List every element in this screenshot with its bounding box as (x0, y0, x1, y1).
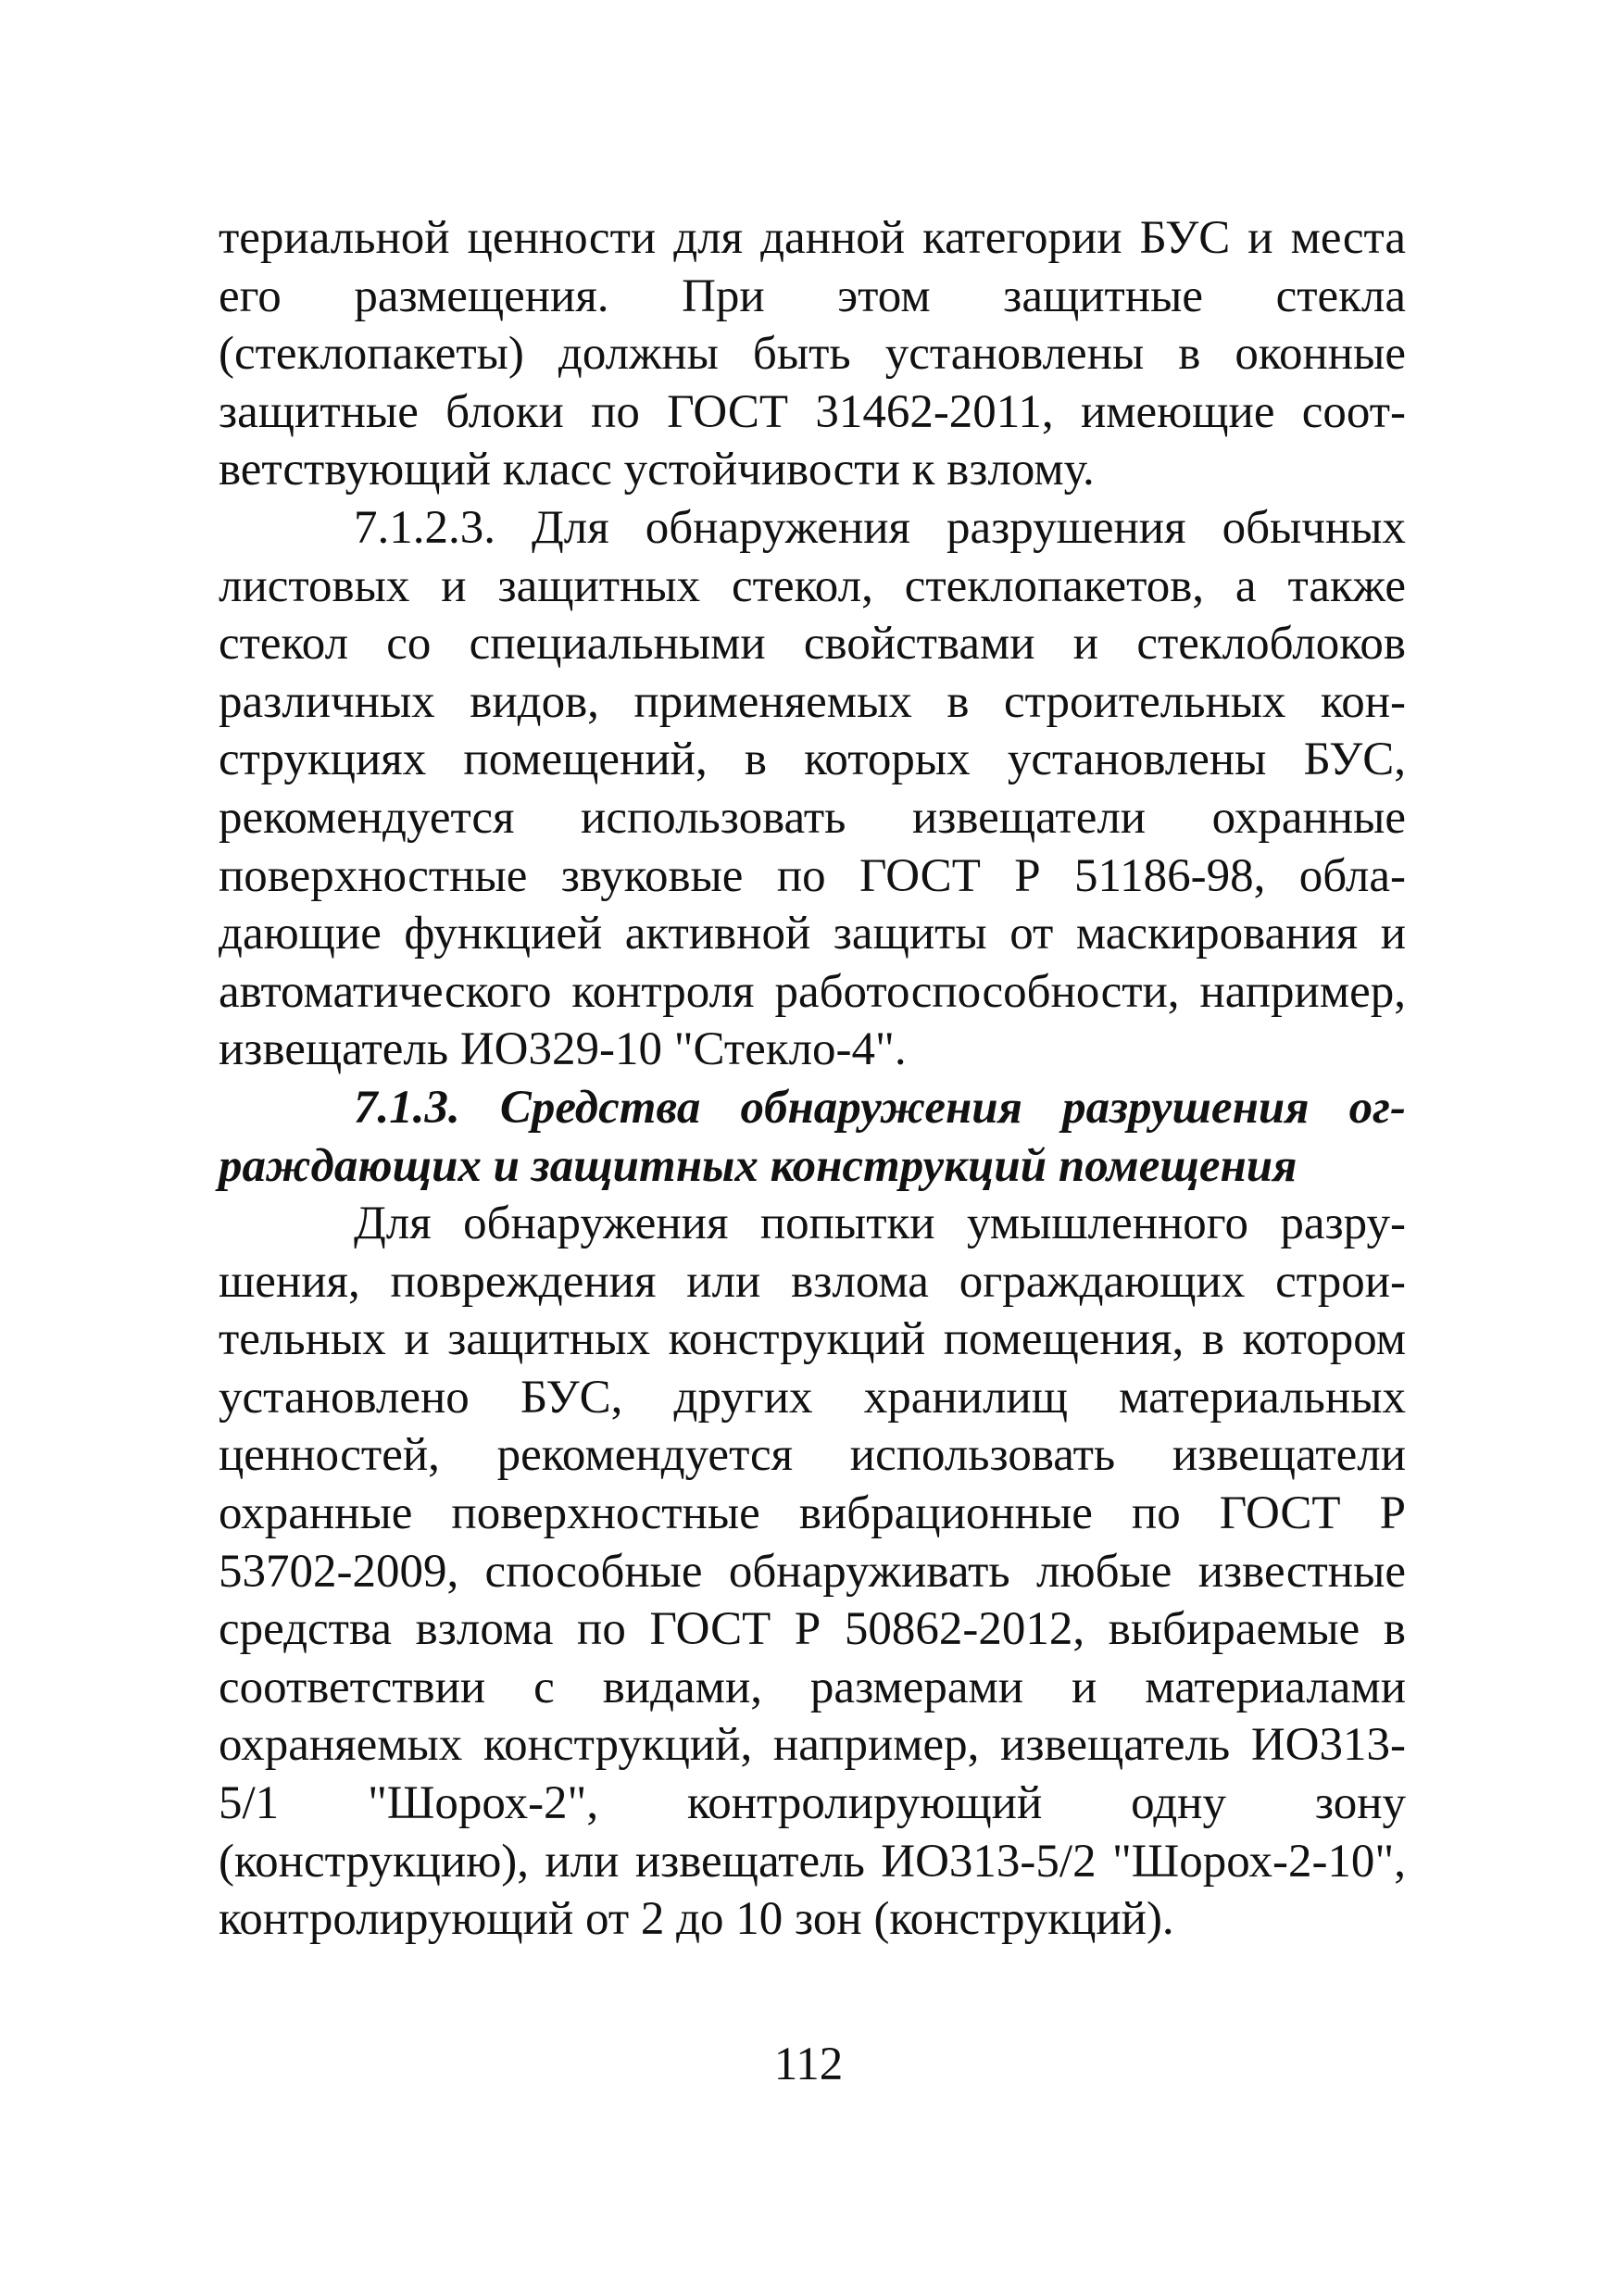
page-body (219, 209, 1406, 1949)
section-7-1-3-paragraph: Для обнаружения попытки умышленного разрушения, повреждения или взлома ограждающих строительных и защитных конструкций помещения, в котором установлено БУС, других хранилищ материальных ценностей, рекомендуется использовать извещатели охранные поверхностные вибрационные по ГОСТ Р 53702-2009, способные обнаруживать любые известные средства взлома по ГОСТ Р 50862-2012, выбираемые в соответствии с видами, размерами и материалами охраняемых конструкций, например, извещатель ИО313-5/1 "Шорох-2", контролирующий одну зону (конструкцию), или извещатель ИО313-5/2 "Шорох-2-10", контролирующий от 2 до 10 зон (конструкций). (219, 1198, 1406, 1946)
section-heading-7-1-3: 7.1.3. Средства обнаружения разрушения ограждающих и защитных конструкций помещения (219, 1081, 1406, 1192)
page-number: 112 (773, 2039, 844, 2090)
clause-7-1-2-3-paragraph: 7.1.2.3. Для обнаружения разрушения обычных листовых и защитных стекол, стеклопакетов, а также стекол со специальными свойствами и стеклоблоков различных видов, применяемых в строительных конструкциях помещений, в которых установлены БУС, рекомендуется использовать извещатели охранные поверхностные звуковые по ГОСТ Р 51186-98, обладающие функцией активной защиты от маскирования и автоматического контроля работоспособности, например, извещатель ИО329-10 "Стекло-4". (219, 501, 1406, 1076)
continuation-paragraph: териальной ценности для данной категории БУС и места его размещения. При этом защитные стекла (стеклопакеты) должны быть установлены в оконные защитные блоки по ГОСТ 31462-2011, имеющие соответствующий класс устойчивости к взлому. (219, 212, 1406, 496)
